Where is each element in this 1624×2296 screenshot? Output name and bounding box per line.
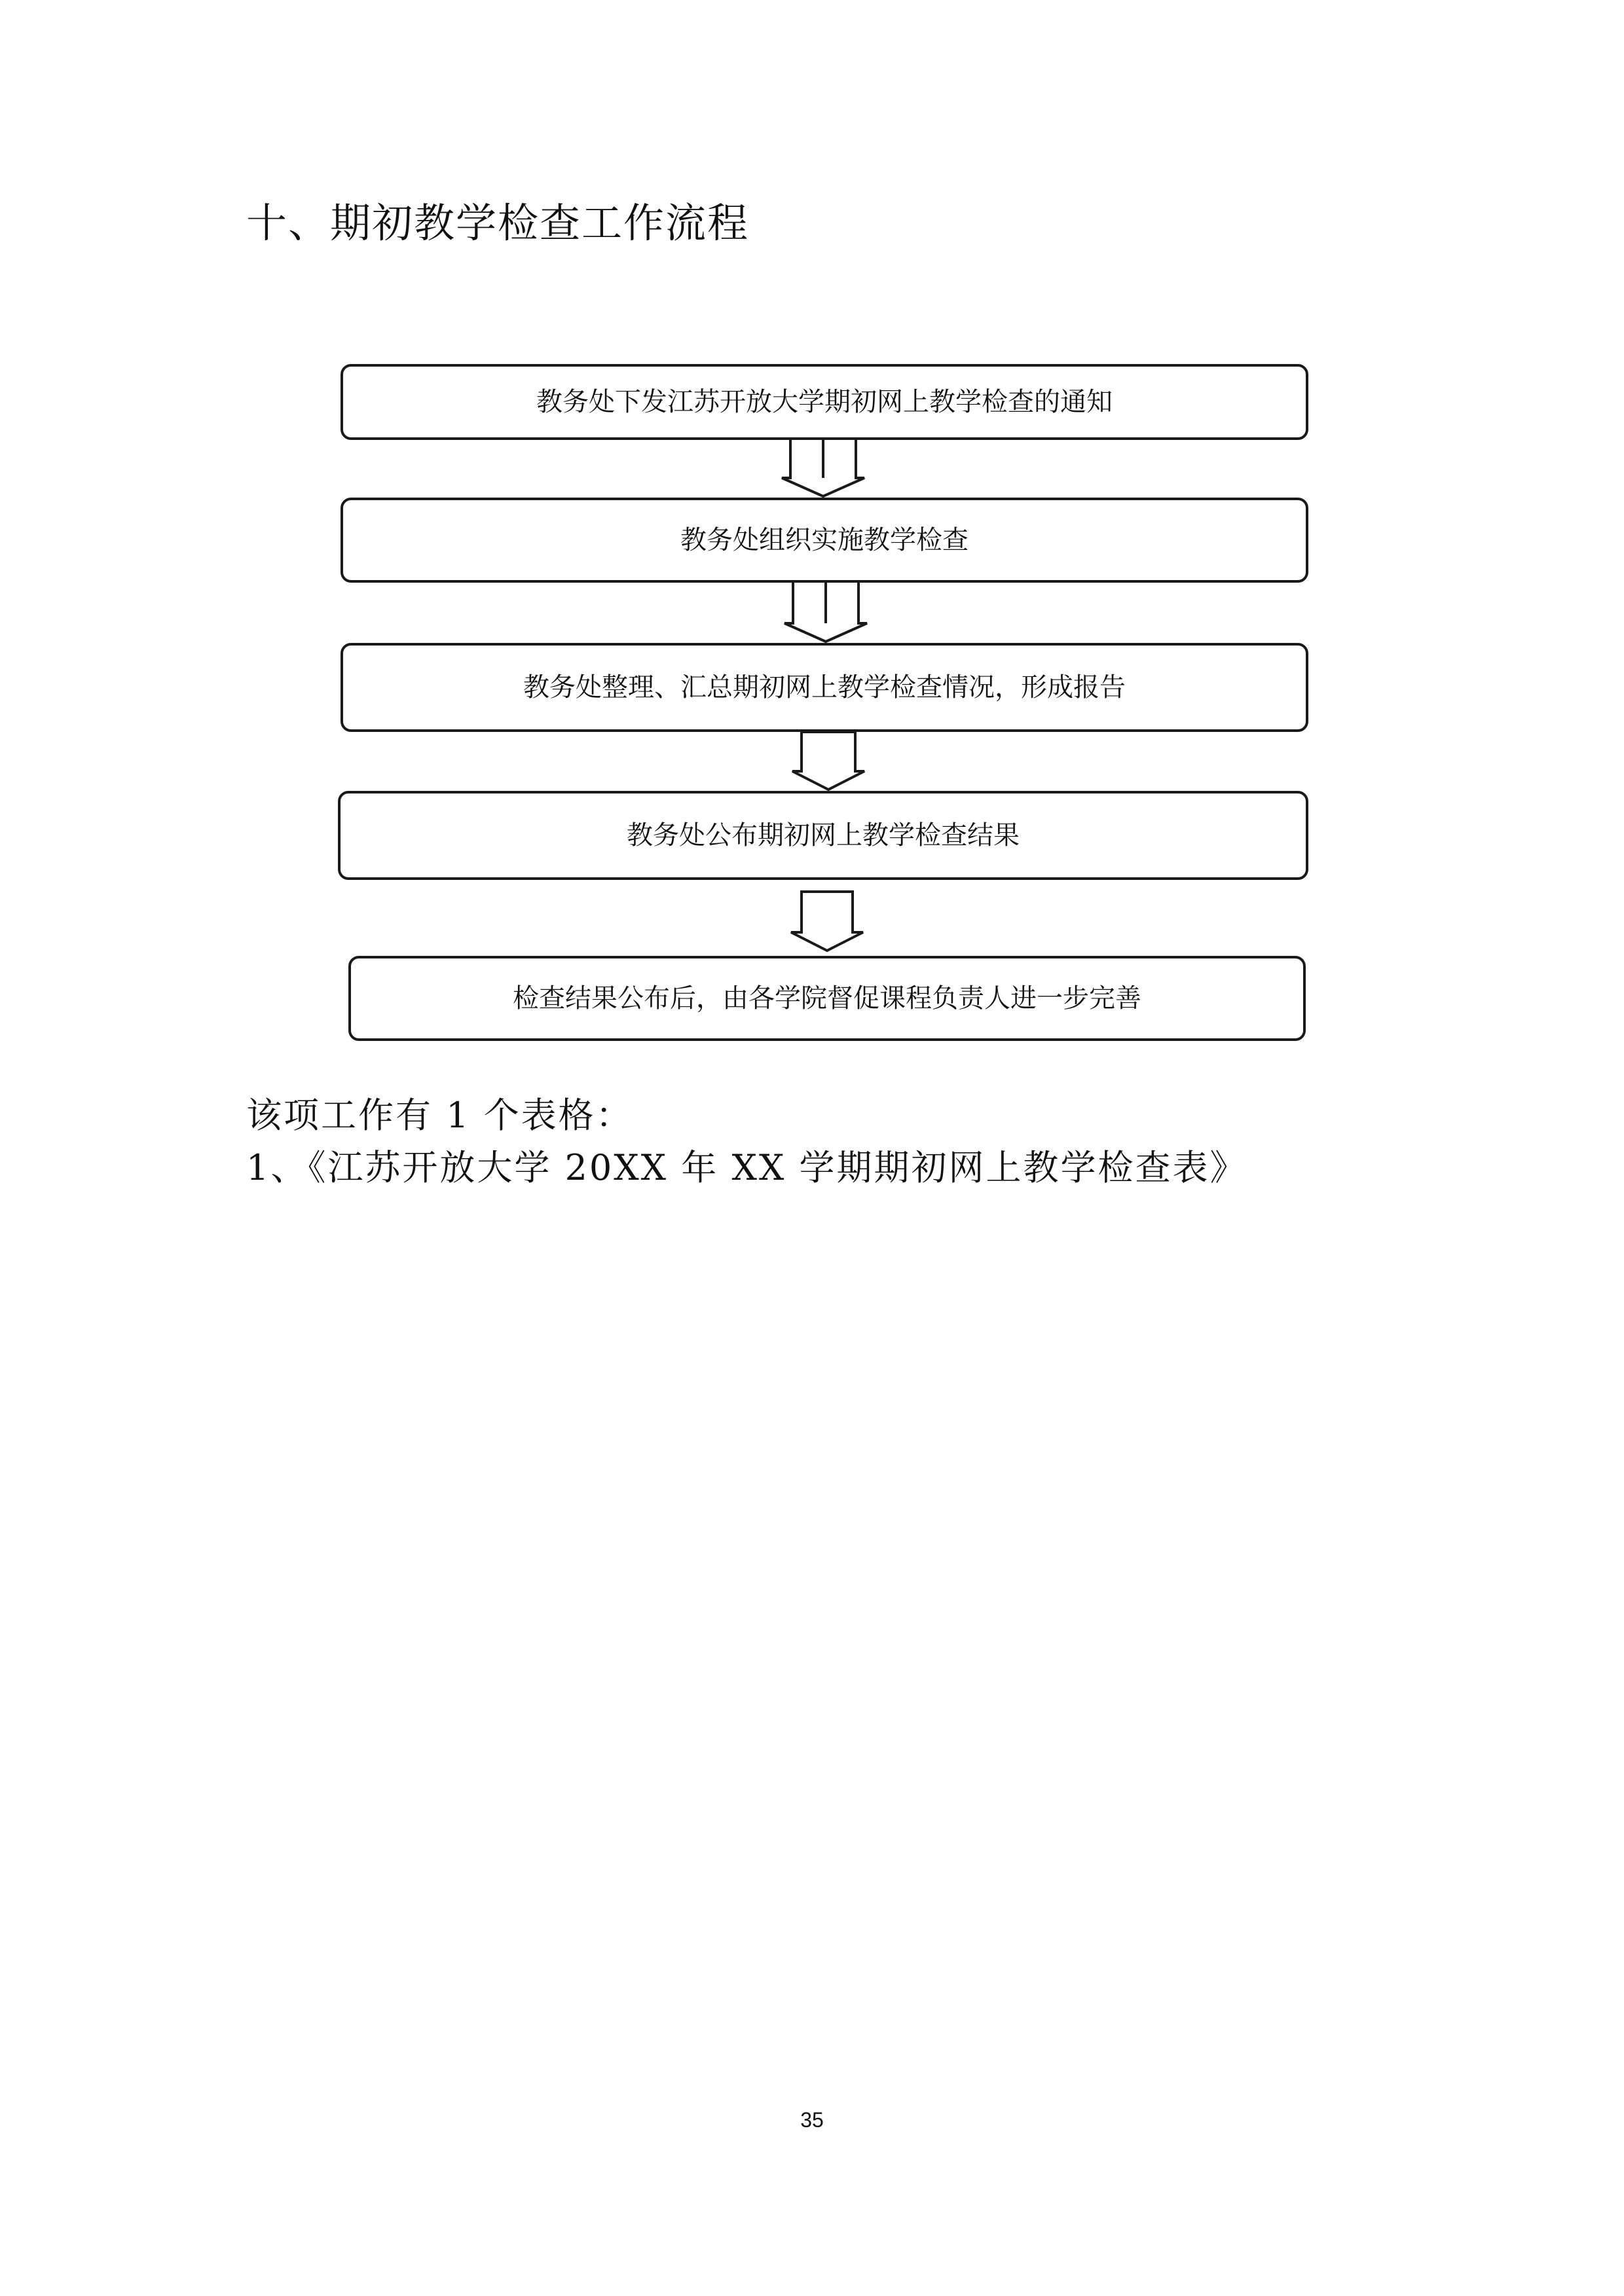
flow-step-4 [338,791,1308,880]
down-arrow-icon [791,892,863,952]
page-number: 35 [800,2108,824,2132]
flow-step-label: 检查结果公布后，由各学院督促课程负责人进一步完善 [513,983,1141,1013]
flow-step-label: 教务处整理、汇总期初网上教学检查情况，形成报告 [523,672,1126,702]
down-arrow-icon [792,732,864,791]
down-arrow-icon [788,583,863,643]
flow-step-label: 教务处组织实施教学检查 [680,525,969,555]
flow-step-label: 教务处下发江苏开放大学期初网上教学检查的通知 [536,387,1113,417]
flow-step-5 [348,956,1306,1041]
form-count-text: 该项工作有 1 个表格： [246,1095,633,1136]
down-arrow-icon [786,440,860,498]
flow-step-label: 教务处公布期初网上教学检查结果 [627,820,1020,850]
flow-step-1 [341,364,1308,440]
flow-step-2 [341,498,1308,583]
form-list-item: 1、《江苏开放大学 20XX 年 XX 学期期初网上教学检查表》 [246,1147,1247,1188]
page-title: 十、期初教学检查工作流程 [246,199,750,247]
flow-step-3 [341,643,1308,732]
